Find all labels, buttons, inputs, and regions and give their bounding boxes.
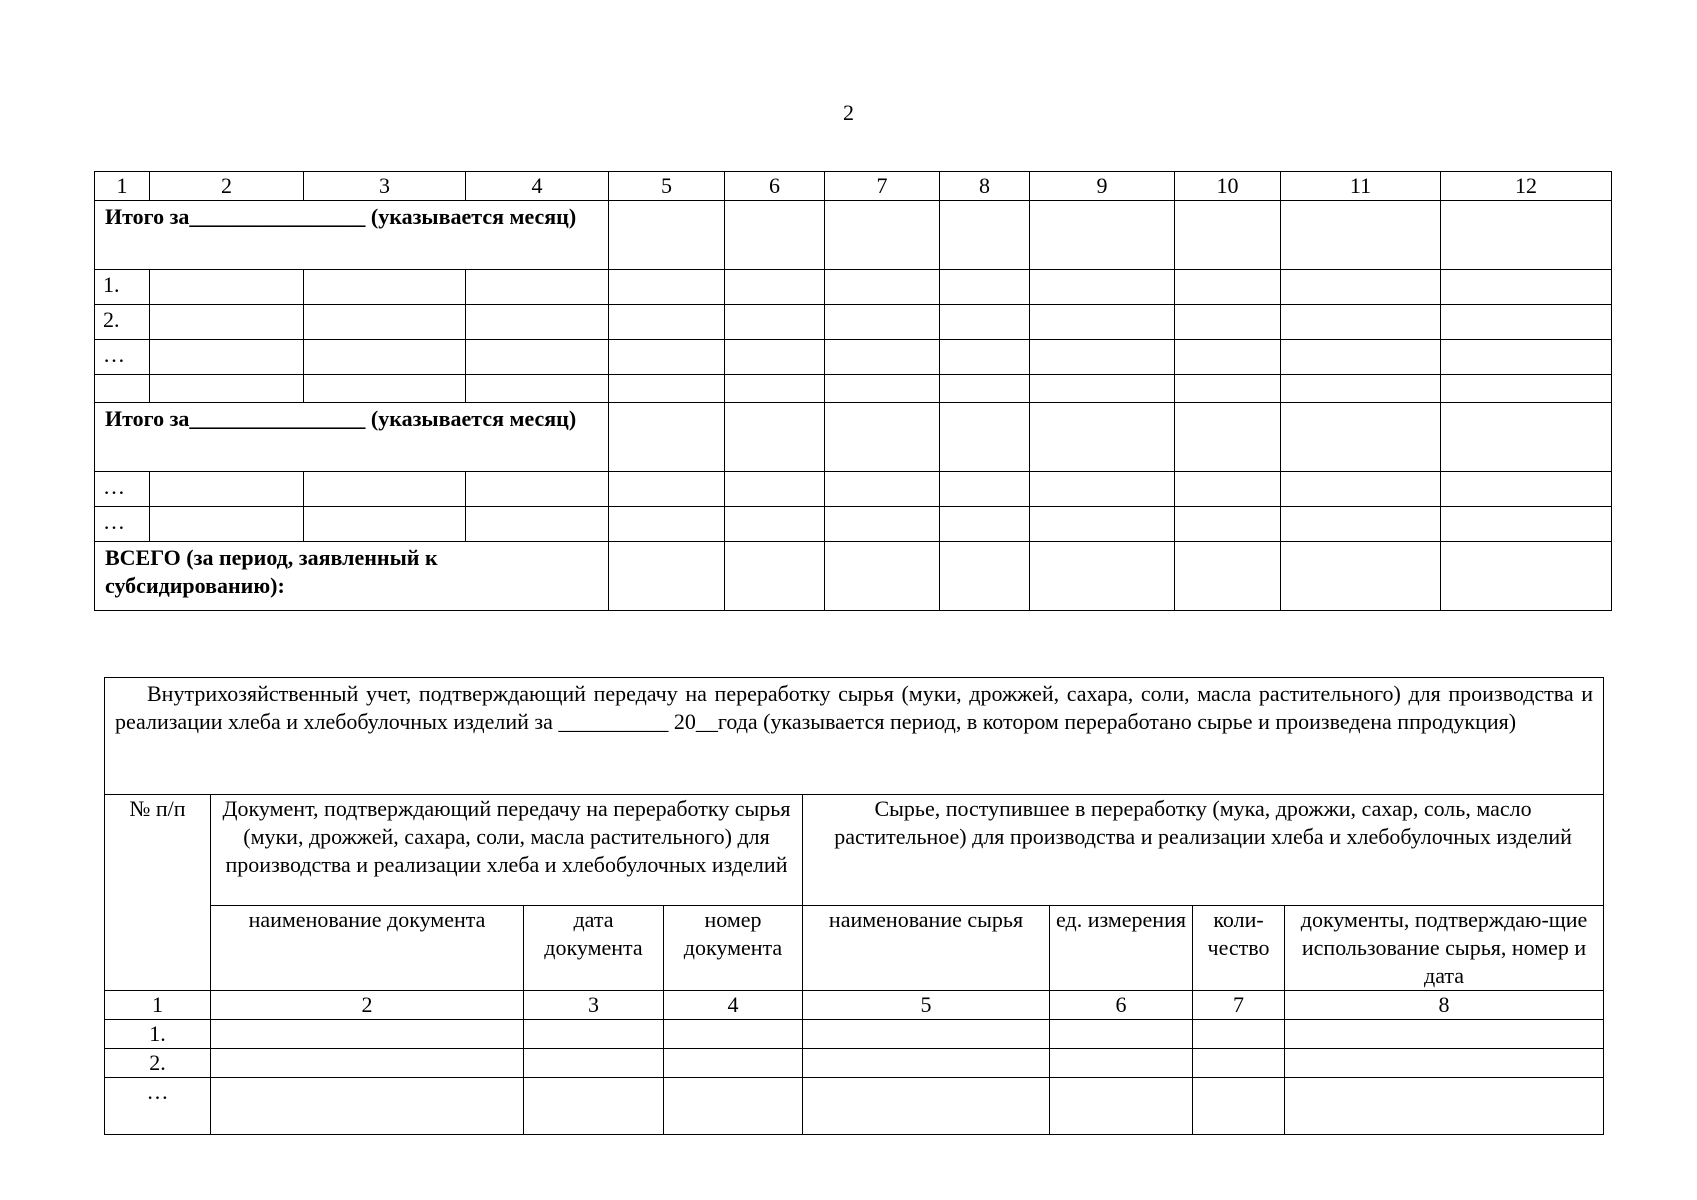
col-number-header: № п/п [105, 795, 211, 991]
doc-date-header: дата документа [524, 906, 664, 991]
column-number: 7 [825, 172, 940, 201]
column-number: 10 [1175, 172, 1281, 201]
row-number: 1. [105, 1020, 211, 1049]
table-row [95, 507, 1612, 542]
column-number: 9 [1030, 172, 1175, 201]
table-cell [1175, 201, 1281, 270]
column-number: 12 [1441, 172, 1612, 201]
column-number: 3 [304, 172, 466, 201]
table-row [95, 375, 1612, 403]
table-row [105, 1078, 1604, 1135]
column-number: 2 [211, 991, 524, 1020]
table-cell [609, 201, 725, 270]
row-number: … [95, 472, 150, 507]
raw-material-group-header: Сырье, поступившее в переработку (мука, дрожжи, сахар, соль, масло растительное) для производства и реализации хлеба и хлебобулочных изделий [803, 795, 1604, 906]
row-number: 2. [95, 305, 150, 340]
column-number: 2 [150, 172, 304, 201]
column-number: 1 [105, 991, 211, 1020]
column-number: 4 [466, 172, 609, 201]
column-number: 6 [725, 172, 825, 201]
usage-docs-header: документы, подтверждаю-щие использование сырья, номер и дата [1285, 906, 1604, 991]
grand-total-row [95, 542, 1612, 611]
unit-header: ед. измерения [1050, 906, 1193, 991]
table-row [105, 1049, 1604, 1078]
column-number: 4 [664, 991, 803, 1020]
table-title: Внутрихозяйственный учет, подтверждающий передачу на переработку сырья (муки, дрожжей, сахара, соли, масла растительного) для производства и реализации хлеба и хлебобулочных изделий за __________ 20__года (указывается период, в котором переработано сырье и произведена ппродукция) [105, 678, 1604, 795]
month-total-row [95, 403, 1612, 472]
table-row [95, 340, 1612, 375]
column-number: 8 [1285, 991, 1604, 1020]
month-total-label: Итого за________________ (указывается месяц) [95, 201, 609, 270]
row-number: 1. [95, 270, 150, 305]
row-number: … [105, 1078, 211, 1135]
column-number: 5 [609, 172, 725, 201]
month-total-row [95, 201, 1612, 270]
row-number: … [95, 340, 150, 375]
raw-name-header: наименование сырья [803, 906, 1050, 991]
sub-header-row [105, 906, 1604, 991]
table-cell [1030, 201, 1175, 270]
column-number: 3 [524, 991, 664, 1020]
table-row [95, 305, 1612, 340]
table-row [105, 1020, 1604, 1049]
doc-number-header: номер документа [664, 906, 803, 991]
page-number: 2 [843, 100, 854, 125]
table-cell [1281, 201, 1441, 270]
column-number: 6 [1050, 991, 1193, 1020]
column-number: 11 [1281, 172, 1441, 201]
month-total-label: Итого за________________ (указывается месяц) [95, 403, 609, 472]
row-number [95, 375, 150, 403]
quantity-header: коли-чество [1193, 906, 1285, 991]
row-number: 2. [105, 1049, 211, 1078]
column-number: 8 [940, 172, 1030, 201]
grand-total-label: ВСЕГО (за период, заявленный к субсидированию): [95, 542, 609, 611]
column-number: 5 [803, 991, 1050, 1020]
monthly-totals-table [94, 171, 1612, 611]
table-title-row [105, 678, 1604, 795]
table-row [95, 270, 1612, 305]
column-numbers-row [105, 991, 1604, 1020]
document-group-header: Документ, подтверждающий передачу на переработку сырья (муки, дрожжей, сахара, соли, масла растительного) для производства и реализации хлеба и хлебобулочных изделий [211, 795, 803, 906]
row-number: … [95, 507, 150, 542]
table-cell [725, 201, 825, 270]
column-number: 1 [95, 172, 150, 201]
column-numbers-row [95, 172, 1612, 201]
raw-material-accounting-table [104, 677, 1604, 1135]
doc-name-header: наименование документа [211, 906, 524, 991]
table-cell [1441, 201, 1612, 270]
table-cell [940, 201, 1030, 270]
column-number: 7 [1193, 991, 1285, 1020]
group-header-row [105, 795, 1604, 906]
table-row [95, 472, 1612, 507]
table-cell [825, 201, 940, 270]
